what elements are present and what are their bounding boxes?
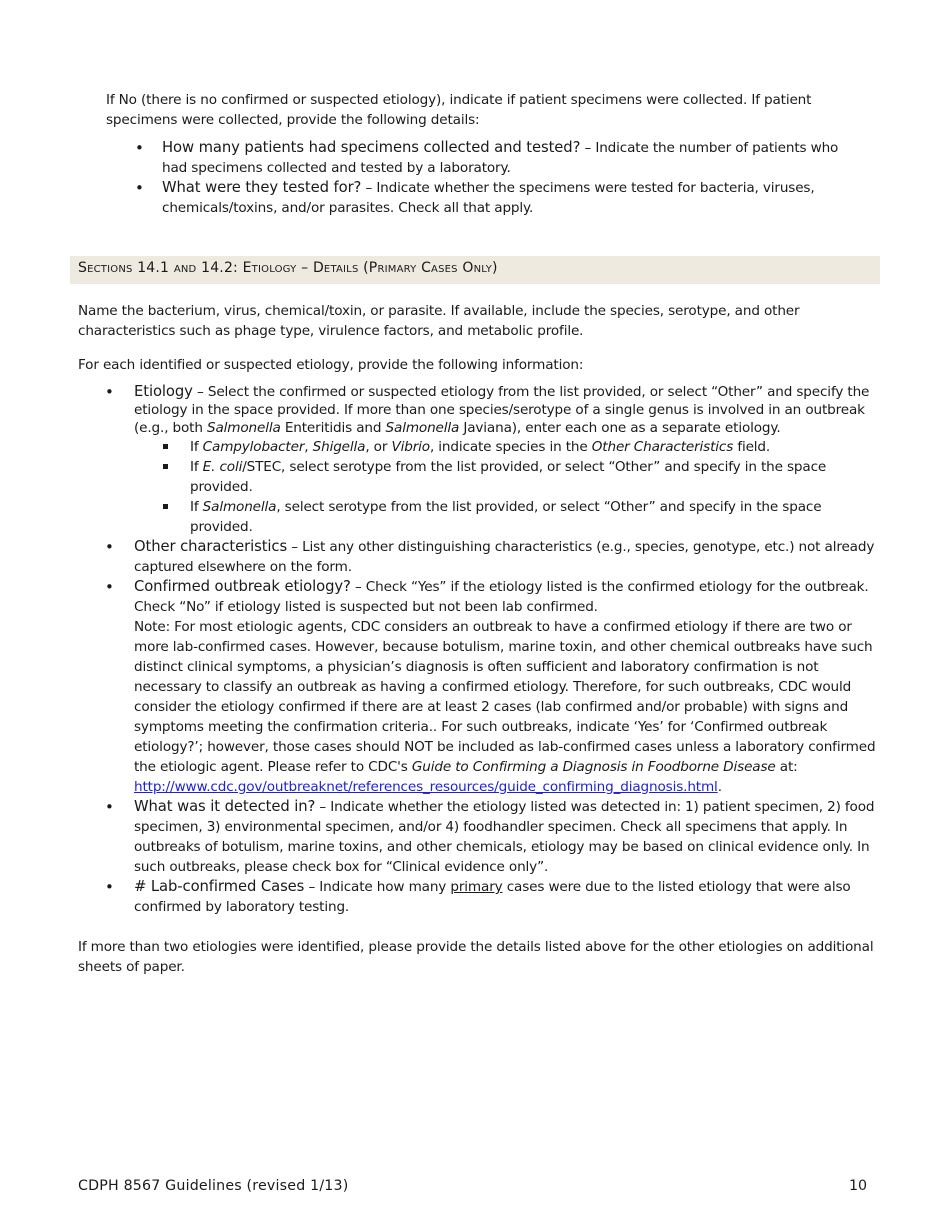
list-item-detected-in: • What was it detected in? – Indicate whether the etiology listed was detected in: 1) patient specimen, 2) food specimen, 3) environmental specimen, and/or 4) foodhandler specimen. Check all specimens that apply. In outbreaks of botulism, marine toxins, and other chemicals, etiology may be based on clinical evidence only. In such outbreaks, please check box for “Clinical evidence only”. xyxy=(134,797,878,877)
closing-paragraph: If more than two etiologies were identified, please provide the details listed above for the other etiologies on additional sheets of paper. xyxy=(78,939,874,975)
intro-bullet-list xyxy=(106,138,846,218)
etiology-intro-paragraph: Name the bacterium, virus, chemical/toxin, or parasite. If available, include the species, serotype, and other characteristics such as phage type, virulence factors, and metabolic profile. xyxy=(78,303,800,339)
intro-paragraph: If No (there is no confirmed or suspected etiology), indicate if patient specimens were collected. If patient specimens were collected, provide the following details: xyxy=(106,92,812,128)
confirmed-note: Note: For most etiologic agents, CDC considers an outbreak to have a confirmed etiology if there are two or more lab-confirmed cases. However, because botulism, marine toxin, and other chemical outbreaks have such distinct clinical symptoms, a physician’s diagnosis is often sufficient and laboratory confirmation is not necessary to classify an outbreak as having a confirmed etiology. Therefore, for such outbreaks, CDC would consider the etiology confirmed if there are at least 2 cases (lab confirmed and/or probable) with signs and symptoms meeting the confirmation criteria.. For such outbreaks, indicate ‘Yes’ for ‘Confirmed outbreak etiology?’; however, those cases should NOT be included as lab-confirmed cases unless a laboratory confirmed the etiologic agent. Please refer to CDC's xyxy=(134,619,876,775)
list-item: • How many patients had specimens collected and tested? – Indicate the number of patients who had specimens collected and tested by a laboratory. xyxy=(162,138,846,178)
section-content xyxy=(78,301,878,977)
list-item-other-characteristics: • Other characteristics – List any other distinguishing characteristics (e.g., species, genotype, etc.) not already captured elsewhere on the form. xyxy=(134,537,878,577)
list-item-lab-confirmed-cases: • # Lab-confirmed Cases – Indicate how many primary cases were due to the listed etiology that were also confirmed by laboratory testing. xyxy=(134,877,878,917)
list-item-etiology: • Etiology – Select the confirmed or suspected etiology from the list provided, or select “Other” and specify the etiology in the space provided. If more than one species/serotype of a single genus is involved in an outbreak (e.g., both Salmonella Enteritidis and Salmonella Javiana), enter each one as a separate etiology. If Campylobacter, Shigella, or Vibrio, indicate species in the Other Characteristics field. If E. coli/STEC, select serotype from the list provided, or select “Other” and specify in the space provided. If Salmonella, select serotype from the list provided, or select “Other” and specify in the space provided. xyxy=(134,383,878,537)
guide-title: Guide to Confirming a Diagnosis in Foodborne Disease xyxy=(411,759,776,775)
cdc-guide-link[interactable]: http://www.cdc.gov/outbreaknet/references_resources/guide_confirming_diagnosis.html xyxy=(134,779,718,795)
etiology-instructions-paragraph: For each identified or suspected etiology, provide the following information: xyxy=(78,357,584,373)
intro-block xyxy=(106,90,846,218)
sub-list-item: If E. coli/STEC, select serotype from the list provided, or select “Other” and specify in the space provided. xyxy=(190,457,878,497)
sub-list-item: If Salmonella, select serotype from the list provided, or select “Other” and specify in the space provided. xyxy=(190,497,878,537)
sub-list-item: If Campylobacter, Shigella, or Vibrio, indicate species in the Other Characteristics field. xyxy=(190,437,878,457)
section-title: Sections 14.1 and 14.2: Etiology – Details (Primary Cases Only) xyxy=(78,260,498,276)
footer-document-title: CDPH 8567 Guidelines (revised 1/13) xyxy=(78,1178,349,1194)
etiology-field-list xyxy=(78,383,878,917)
list-item: • What were they tested for? – Indicate whether the specimens were tested for bacteria, viruses, chemicals/toxins, and/or parasites. Check all that apply. xyxy=(162,178,846,218)
list-item-confirmed-outbreak-etiology: • Confirmed outbreak etiology? – Check “Yes” if the etiology listed is the confirmed etiology for the outbreak. Check “No” if etiology listed is suspected but not been lab confirmed. Note: For most etiologic agents, CDC considers an outbreak to have a confirmed etiology if there are two or more lab-confirmed cases. However, because botulism, marine toxin, and other chemical outbreaks have such distinct clinical symptoms, a physician’s diagnosis is often sufficient and laboratory confirmation is not necessary to classify an outbreak as having a confirmed etiology. Therefore, for such outbreaks, CDC would consider the etiology confirmed if there are at least 2 cases (lab confirmed and/or probable) with signs and symptoms meeting the confirmation criteria.. For such outbreaks, indicate ‘Yes’ for ‘Confirmed outbreak etiology?’; however, those cases should NOT be included as lab-confirmed cases unless a laboratory confirmed the etiologic agent. Please refer to CDC's Guide to Confirming a Diagnosis in Foodborne Disease at: http://www.cdc.gov/outbreaknet/references_resources/guide_confirming_diagnosis.html. xyxy=(134,577,878,797)
footer-page-number: 10 xyxy=(848,1178,867,1194)
etiology-sub-list xyxy=(134,437,878,537)
section-header-bar xyxy=(70,256,880,284)
